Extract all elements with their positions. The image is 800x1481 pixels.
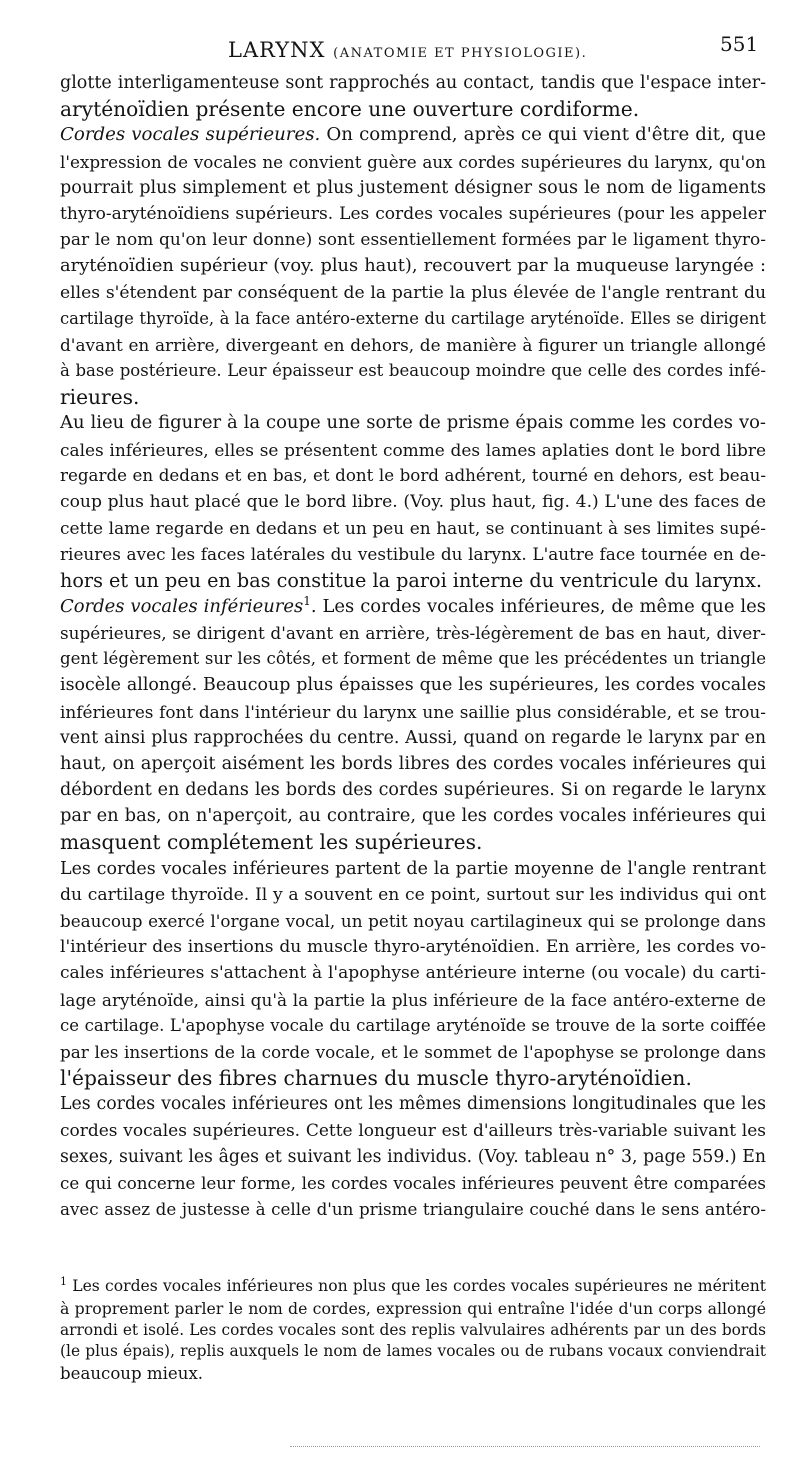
text-line: cartilage thyroïde, à la face antéro-externe du cartilage aryténoïde. Elles se dirigent (60, 308, 766, 328)
running-title-subtitle: (ANATOMIE ET PHYSIOLOGIE). (333, 46, 588, 61)
text-line: débordent en dedans les bords des cordes supérieures. Si on regarde le larynx (60, 780, 766, 801)
bottom-rule (290, 1446, 760, 1447)
text-line: ce cartilage. L'apophyse vocale du cartilage aryténoïde se trouve de la sorte coiffée (60, 1015, 766, 1035)
footnote-line: arrondi et isolé. Les cordes vocales sont des replis valvulaires adhérents par un des bords (60, 1320, 766, 1339)
text-line: Cordes vocales supérieures. On comprend, après ce qui vient d'être dit, que (60, 124, 766, 146)
text-line: masquent complétement les supérieures. (60, 830, 483, 855)
body-text (60, 70, 766, 1222)
text-line: par le nom qu'on leur donne) sont essentiellement formées par le ligament thyro- (60, 230, 766, 251)
text-line: supérieures, se dirigent d'avant en arrière, très-légèrement de bas en haut, diver- (60, 622, 766, 643)
text-line: isocèle allongé. Beaucoup plus épaisses que les supérieures, les cordes vocales (60, 675, 766, 696)
text-line: lage aryténoïde, ainsi qu'à la partie la plus inférieure de la face antéro-externe de (60, 989, 766, 1010)
text-line: vent ainsi plus rapprochées du centre. Aussi, quand on regarde le larynx par en (60, 727, 766, 748)
text-line: par en bas, on n'aperçoit, au contraire, que les cordes vocales inférieures qui (60, 805, 766, 827)
footnote-reference: 1 (303, 593, 311, 608)
footnote-line: (le plus épais), replis auxquels le nom de lames vocales ou de rubans vocaux conviendrait (60, 1342, 766, 1361)
text-line: rieures avec les faces latérales du vestibule du larynx. L'autre face tournée en de- (60, 544, 766, 565)
text-line: cales inférieures, elles se présentent comme des lames aplaties dont le bord libre (60, 439, 766, 460)
text-line: ce qui concerne leur forme, les cordes vocales inférieures peuvent être comparées (60, 1172, 766, 1193)
text-line: cordes vocales supérieures. Cette longueur est d'ailleurs très-variable suivant les (60, 1120, 766, 1141)
page-number: 551 (720, 32, 759, 56)
text-line: avec assez de justesse à celle d'un prisme triangulaire couché dans le sens antéro- (60, 1199, 766, 1220)
section-heading-lower-cords: Cordes vocales inférieures (60, 595, 304, 617)
text-line: d'avant en arrière, divergeant en dehors, de manière à figurer un triangle allongé (60, 334, 766, 355)
text-line: à base postérieure. Leur épaisseur est beaucoup moindre que celle des cordes infé- (60, 361, 766, 381)
text-line: inférieures font dans l'intérieur du larynx une saillie plus considérable, et se trou- (60, 701, 766, 722)
text-line: aryténoïdien présente encore une ouverture cordiforme. (60, 97, 640, 122)
text-line: Les cordes vocales inférieures partent de la partie moyenne de l'angle rentrant (60, 858, 766, 879)
running-head (0, 30, 800, 70)
text-line: cette lame regarde en dedans et un peu en haut, se continuant à ses limites supé- (60, 518, 766, 539)
text-line: Cordes vocales inférieures$^1$. Les cordes vocales inférieures, de même que les (60, 593, 766, 617)
text-line: pourrait plus simplement et plus justement désigner sous le nom de ligaments (60, 177, 766, 198)
text-line: hors et un peu en bas constitue la paroi interne du ventricule du larynx. (60, 568, 762, 592)
text-line: gent légèrement sur les côtés, et forment de même que les précédentes un triangle (60, 649, 766, 669)
text-line: beaucoup exercé l'organe vocal, un petit noyau cartilagineux qui se prolonge dans (60, 911, 766, 931)
running-title-main: LARYNX (228, 38, 326, 62)
footnote-mark: 1 (60, 1274, 67, 1288)
text-line: l'intérieur des insertions du muscle thyro-aryténoïdien. En arrière, les cordes vo- (60, 937, 766, 958)
footnote-line: à proprement parler le nom de cordes, expression qui entraîne l'idée d'un corps allongé (60, 1298, 766, 1318)
text-line: Au lieu de figurer à la coupe une sorte de prisme épais comme les cordes vo- (60, 412, 766, 434)
text-line: glotte interligamenteuse sont rapprochés au contact, tandis que l'espace inter- (60, 73, 766, 93)
footnote-line: $^1$ Les cordes vocales inférieures non plus que les cordes vocales supérieures ne méritent (60, 1274, 766, 1295)
text-line: aryténoïdien supérieur (voy. plus haut), recouvert par la muqueuse laryngée : (60, 255, 766, 277)
text-line: Les cordes vocales inférieures ont les mêmes dimensions longitudinales que les (60, 1094, 766, 1115)
footnote (60, 1276, 766, 1385)
section-heading-upper-cords: Cordes vocales supérieures. (60, 124, 321, 146)
text-line: du cartilage thyroïde. Il y a souvent en ce point, surtout sur les individus qui ont (60, 884, 766, 905)
text-line: cales inférieures s'attachent à l'apophyse antérieure interne (ou vocale) du carti- (60, 963, 766, 984)
text-line: l'expression de vocales ne convient guère aux cordes supérieures du larynx, qu'on (60, 151, 766, 172)
text-line: coup plus haut placé que le bord libre. (Voy. plus haut, fig. 4.) L'une des faces de (60, 492, 766, 512)
text-line: sexes, suivant les âges et suivant les individus. (Voy. tableau n° 3, page 559.) En (60, 1146, 766, 1167)
text-line: elles s'étendent par conséquent de la partie la plus élevée de l'angle rentrant du (60, 282, 766, 303)
footnote-line: beaucoup mieux. (60, 1364, 204, 1384)
text-line: l'épaisseur des fibres charnues du muscle thyro-aryténoïdien. (60, 1066, 692, 1091)
running-title (228, 38, 587, 62)
text-line: regarde en dedans et en bas, et dont le bord adhérent, tourné en dehors, est beau- (60, 465, 766, 485)
text-line: haut, on aperçoit aisément les bords libres des cordes vocales inférieures qui (60, 752, 766, 774)
text-line: par les insertions de la corde vocale, et le sommet de l'apophyse se prolonge dans (60, 1041, 766, 1062)
text-line: thyro-aryténoïdiens supérieurs. Les cordes vocales supérieures (pour les appeler (60, 203, 766, 224)
text-line: rieures. (60, 385, 140, 410)
